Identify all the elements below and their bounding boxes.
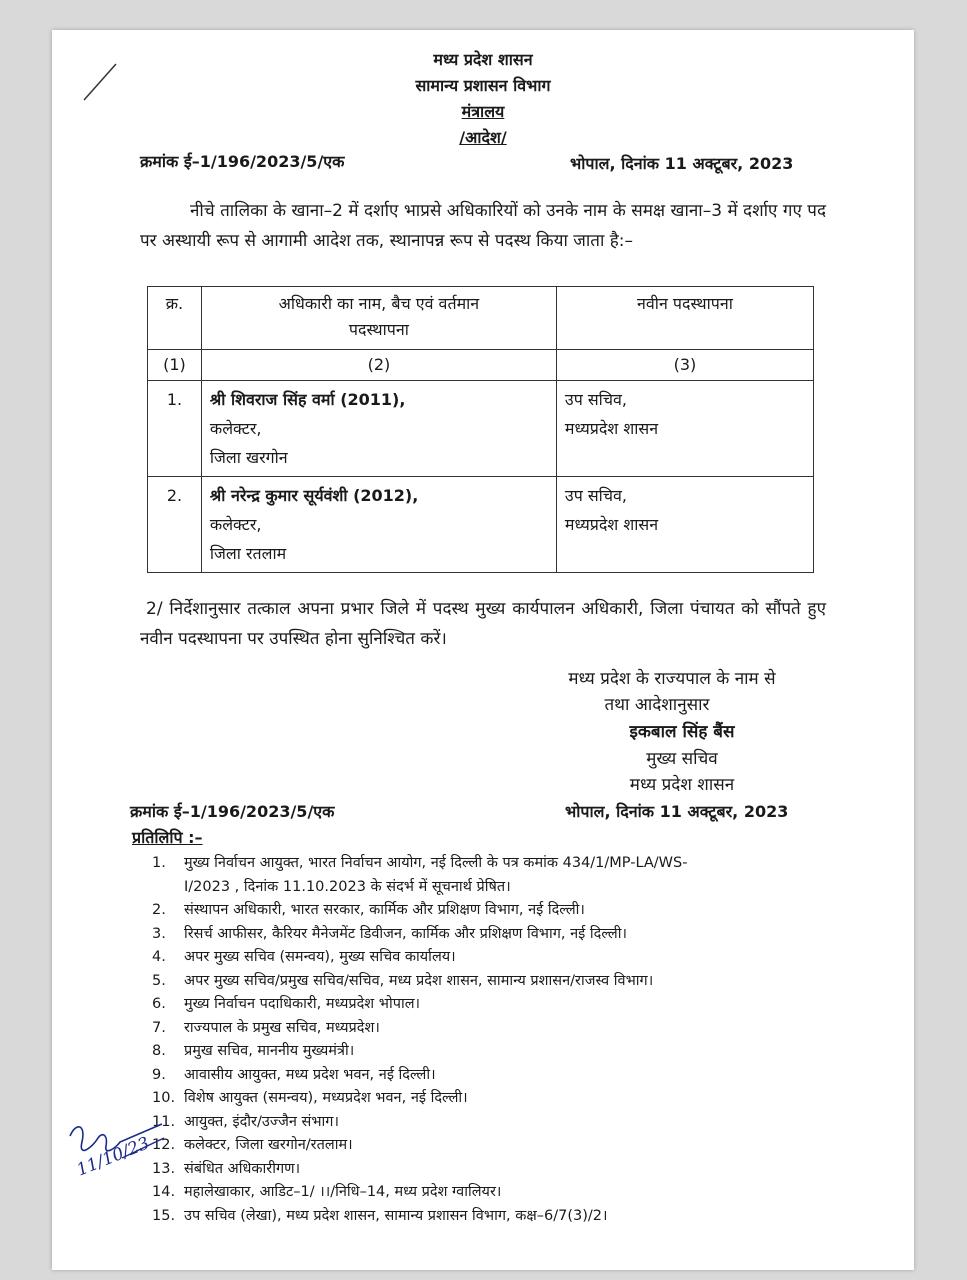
row-serial: 2. [148,477,202,573]
officer-designation: कलेक्टर, [209,515,262,534]
officer-district: जिला रतलाम [209,544,287,563]
copy-heading: प्रतिलिपि :– [132,828,203,847]
table-number-row [148,350,814,381]
list-item: 12. कलेक्टर, जिला खरगोन/रतलाम। [152,1137,353,1153]
copy-order-number: क्रमांक ई–1/196/2023/5/एक [130,802,335,821]
instruction-paragraph: 2/ निर्देशानुसार तत्काल अपना प्रभार जिले में पदस्थ मुख्य कार्यपालन अधिकारी, जिला पंचायत को सौंपते हुए नवीन पदस्थापना पर उपस्थित होना सुनिश्चित करें। [140,599,826,649]
handwritten-date: 11/10/23 [74,1133,153,1181]
document-page [52,30,914,1270]
list-item: 2. संस्थापन अधिकारी, भारत सरकार, कार्मिक और प्रशिक्षण विभाग, नई दिल्ली। [152,902,585,918]
list-item: 14. महालेखाकार, आडिट–1/ ।।/निधि–14, मध्य प्रदेश ग्वालियर। [152,1184,502,1200]
list-item: 9. आवासीय आयुक्त, मध्य प्रदेश भवन, नई दिल्ली। [152,1066,436,1083]
header-government: मध्य प्रदेश शासन [433,50,533,69]
signature-order: तथा आदेशानुसार [604,695,710,715]
new-post: उप सचिव, [564,486,627,505]
signatory-office: मध्य प्रदेश शासन [629,775,735,795]
list-item: 4. अपर मुख्य सचिव (समन्वय), मुख्य सचिव कार्यालय। [152,949,456,965]
new-post-office: मध्यप्रदेश शासन [564,515,659,534]
header-secretariat: मंत्रालय [461,102,505,121]
new-post-office: मध्यप्रदेश शासन [564,419,659,438]
signature-block [522,666,822,798]
table-row [148,477,814,573]
signatory-name: इकबाल सिंह बैंस [629,722,735,742]
order-number: क्रमांक ई–1/196/2023/5/एक [140,152,345,171]
header-department: सामान्य प्रशासन विभाग [415,76,551,95]
col-number-3: (3) [556,350,813,381]
officer-district: जिला खरगोन [209,448,288,467]
list-item: 3. रिसर्च आफीसर, कैरियर मैनेजमेंट डिवीजन, कार्मिक और प्रशिक्षण विभाग, नई दिल्ली। [152,925,627,942]
list-item: 15. उप सचिव (लेखा), मध्य प्रदेश शासन, सामान्य प्रशासन विभाग, कक्ष–6/7(3)/2। [152,1207,608,1224]
list-item: 10. विशेष आयुक्त (समन्वय), मध्यप्रदेश भवन, नई दिल्ली। [152,1090,468,1106]
intro-paragraph: नीचे तालिका के खाना–2 में दर्शाए भाप्रसे अधिकारियों को उनके नाम के समक्ष खाना–3 में दर्शाए गए पद पर अस्थायी रूप से आगामी आदेश तक, स्थानापन्न रूप से पदस्थ किया जाता है:– [140,201,826,251]
header-officer: अधिकारी का नाम, बैच एवं वर्तमान पदस्थापना [201,287,556,350]
list-item: 1. मुख्य निर्वाचन आयुक्त, भारत निर्वाचन आयोग, नई दिल्ली के पत्र कमांक 434/1/MP-LA/WS- I/2023 , दिनांक 11.10.2023 के संदर्भ में सूचनार्थ प्रेषित। [152,855,688,895]
header-order: /आदेश/ [459,128,507,147]
posting-table [147,286,814,573]
officer-name: श्री शिवराज सिंह वर्मा (2011), [209,390,406,409]
table-row [148,381,814,477]
list-item: 8. प्रमुख सचिव, माननीय मुख्यमंत्री। [152,1043,355,1059]
copy-list [152,852,832,1228]
row-serial: 1. [148,381,202,477]
order-date: भोपाल, दिनांक 11 अक्टूबर, 2023 [570,154,794,173]
header-serial: क्र. [148,287,202,350]
col-number-1: (1) [148,350,202,381]
list-item: 11. आयुक्त, इंदौर/उज्जैन संभाग। [152,1113,339,1130]
list-item: 6. मुख्य निर्वाचन पदाधिकारी, मध्यप्रदेश भोपाल। [152,996,421,1012]
copy-order-date: भोपाल, दिनांक 11 अक्टूबर, 2023 [565,802,789,821]
list-item: 5. अपर मुख्य सचिव/प्रमुख सचिव/सचिव, मध्य प्रदेश शासन, सामान्य प्रशासन/राजस्व विभाग। [152,972,654,989]
list-item: 13. संबंधित अधिकारीगण। [152,1160,301,1177]
new-post: उप सचिव, [564,390,627,409]
header-new-posting: नवीन पदस्थापना [556,287,813,350]
list-item: 7. राज्यपाल के प्रमुख सचिव, मध्यप्रदेश। [152,1019,380,1036]
officer-designation: कलेक्टर, [209,419,262,438]
officer-name: श्री नरेन्द्र कुमार सूर्यवंशी (2012), [209,486,419,505]
signature-authority: मध्य प्रदेश के राज्यपाल के नाम से [568,669,776,689]
table-header-row [148,287,814,350]
signatory-designation: मुख्य सचिव [646,749,718,769]
col-number-2: (2) [201,350,556,381]
